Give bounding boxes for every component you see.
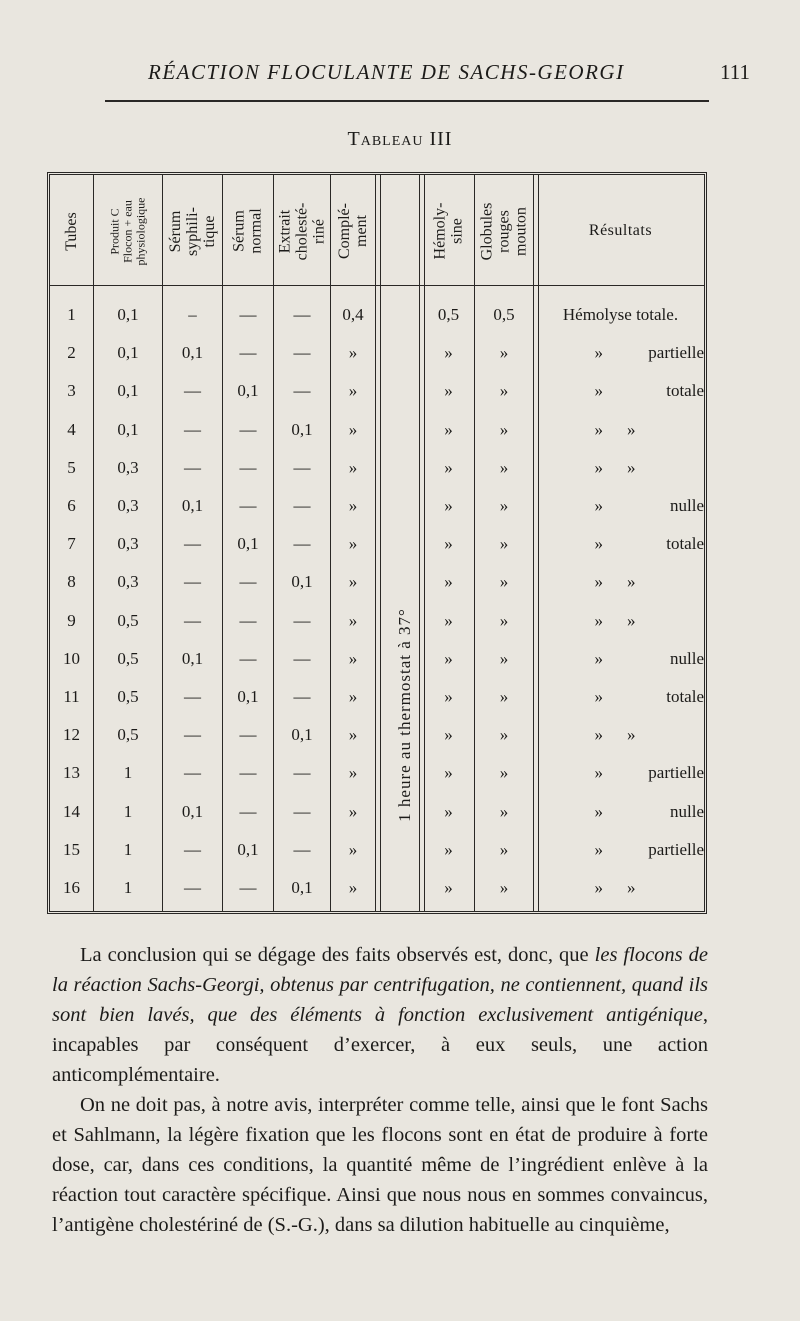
cell-produit: 0,3 [117,496,139,515]
cell-normal: — [239,801,257,821]
cell-glob: » [499,572,509,592]
cell-glob: » [499,610,509,630]
cell-resultat-ditto: » [594,572,603,592]
header-serum-syphilitique-text: Sérum syphili- tique [166,206,218,256]
cell-hemo: » [444,572,453,592]
header-serum-syphilitique [163,179,222,283]
cell-tube: 12 [63,725,80,745]
cell-normal: — [239,763,257,783]
cell-normal: 0,1 [237,839,259,859]
header-globules [475,179,533,283]
cell-normal: 0,1 [237,687,259,706]
cell-compl: » [348,839,358,859]
cell-hemo: » [444,648,453,668]
cell-normal: — [239,878,257,897]
cell-compl: » [348,343,358,363]
cell-compl: » [348,648,358,668]
cell-glob: » [499,457,509,477]
cell-glob: » [499,801,509,821]
cell-glob: » [499,763,509,783]
cell-glob: » [499,343,509,363]
cell-hemo: » [444,457,453,477]
header-tubes [50,179,93,283]
cell-produit: 0,5 [117,648,139,668]
cell-syph: — [184,381,201,401]
cell-tube: 1 [67,305,76,324]
cell-resultat-detail: partielle [648,343,704,363]
cell-hemo: » [444,763,453,783]
page-number: 111 [720,60,750,84]
cell-normal: — [239,343,257,363]
cell-hemo: » [444,419,453,439]
cell-hemo: » [444,725,453,745]
cell-tube: 10 [63,648,80,668]
cell-produit: 0,3 [117,534,139,554]
cell-extrait: 0,1 [291,572,313,592]
cell-extrait: — [293,343,311,363]
cell-syph: — [184,419,201,439]
cell-compl: » [348,725,358,745]
cell-extrait: 0,1 [291,725,313,745]
page-header [40,60,750,90]
cell-extrait: — [293,305,311,324]
cell-hemo: » [444,534,453,554]
header-extrait [274,179,330,283]
paragraph-italic-text: les flocons de la réaction Sachs-Georgi, obtenus par centrifugation, ne contiennent, quand ils sont bien lavés, que des éléments à fonction exclusivement antigénique [52,944,709,1026]
cell-syph: 0,1 [181,343,204,363]
cell-hemo: » [444,610,453,630]
cell-tube: 16 [63,878,80,897]
header-globules-text: Globules rouges mouton [478,202,530,260]
cell-produit: 0,5 [117,610,139,630]
cell-resultat-detail: nulle [670,496,704,515]
cell-tube: 11 [63,687,80,706]
cell-syph: — [184,572,201,592]
cell-glob: 0,5 [493,305,515,324]
header-produit [94,179,162,283]
cell-glob: » [499,725,509,745]
cell-syph: — [184,534,201,554]
cell-produit: 0,5 [117,725,139,745]
cell-extrait: — [293,648,311,668]
cell-resultat-detail: nulle [670,801,704,821]
cell-resultat-ditto: » [594,496,603,515]
cell-compl: » [348,419,358,439]
cell-glob: » [499,839,509,859]
cell-syph: — [184,839,201,859]
cell-extrait: — [293,457,311,477]
cell-resultat-detail: » [627,610,636,630]
cell-resultat-ditto: » [594,725,603,745]
cell-glob: » [499,878,509,897]
cell-glob: » [499,687,509,706]
cell-normal: — [239,572,257,592]
cell-resultat-ditto: » [594,610,603,630]
cell-hemo: 0,5 [437,305,460,324]
cell-glob: » [499,534,509,554]
cell-glob: » [499,496,509,515]
cell-resultat-ditto: » [594,534,603,554]
cell-compl: » [348,496,358,515]
cell-extrait: 0,1 [291,878,313,897]
paragraph-text: , incapables par conséquent d’exercer, à eux seuls, une action anticomplémentaire. [52,1004,708,1086]
cell-resultat-ditto: » [594,343,603,363]
cell-tube: 9 [67,610,76,630]
column-divider [375,175,381,911]
cell-compl: » [348,878,358,897]
header-serum-normal-text: Sérum normal [230,208,265,254]
cell-extrait: — [293,801,311,821]
paragraph-interpretation [52,1090,708,1240]
cell-hemo: » [444,839,453,859]
cell-compl: » [348,763,358,783]
cell-syph: — [184,610,201,630]
cell-produit: 1 [123,763,133,783]
cell-resultat-ditto: » [594,687,603,706]
cell-produit: 0,1 [117,381,139,401]
cell-normal: 0,1 [237,381,259,401]
cell-resultat-detail: » [627,457,636,477]
cell-produit: 0,1 [117,343,139,363]
cell-normal: 0,1 [237,534,259,554]
table-title: Tableau III [347,128,453,150]
cell-tube: 3 [67,381,76,401]
cell-resultat-ditto: » [594,763,603,783]
cell-tube: 14 [63,801,80,821]
header-complement-text: Complé- ment [336,203,370,259]
cell-hemo: » [444,687,453,706]
cell-tube: 5 [67,457,76,477]
cell-tube: 2 [67,343,76,363]
cell-compl: » [348,572,358,592]
cell-hemo: » [444,343,453,363]
cell-resultat-detail: » [627,878,636,897]
cell-resultat-detail: nulle [670,648,704,668]
cell-compl: » [348,687,358,706]
cell-produit: 0,1 [117,419,139,439]
header-produit-text: Produit C Flocon + eau physiologique [107,197,148,265]
cell-resultat-ditto: » [594,878,603,897]
cell-glob: » [499,381,509,401]
paragraph-text: La conclusion qui se dégage des faits observés est, donc, que [80,944,595,966]
cell-hemo: » [444,496,453,515]
cell-hemo: » [444,801,453,821]
cell-syph: — [184,687,201,706]
cell-tube: 6 [67,496,76,515]
cell-normal: — [239,648,257,668]
header-resultats-text: Résultats [588,222,653,239]
cell-syph: — [184,878,201,897]
cell-resultat-detail: » [627,572,636,592]
cell-extrait: 0,1 [291,419,313,439]
header-hemolysine-text: Hémoly- sine [431,202,466,260]
cell-resultat: Hémolyse totale. [562,305,679,324]
header-hemolysine [423,179,474,283]
results-table [47,172,707,914]
cell-resultat-ditto: » [594,457,603,477]
cell-extrait: — [293,839,311,859]
cell-glob: » [499,419,509,439]
cell-resultat-detail: partielle [648,839,704,859]
cell-extrait: — [293,496,311,515]
header-tubes-text: Tubes [62,211,80,251]
incubation-label-text: 1 heure au thermostat à 37° [395,608,414,822]
cell-hemo: » [444,381,453,401]
incubation-label [390,570,420,860]
cell-syph: — [184,763,201,783]
cell-syph: — [184,725,201,745]
cell-tube: 7 [67,534,76,554]
cell-produit: 0,5 [117,687,139,706]
cell-normal: — [239,610,257,630]
cell-syph: – [188,305,197,324]
cell-tube: 15 [63,839,80,859]
cell-tube: 8 [67,572,76,592]
header-rule [105,100,709,102]
paragraph-conclusion [52,940,708,1090]
cell-resultat-detail: totale [666,381,704,401]
cell-normal: — [239,725,257,745]
cell-resultat-ditto: » [594,648,603,668]
cell-hemo: » [444,878,453,897]
cell-tube: 4 [67,419,76,439]
cell-extrait: — [293,687,311,706]
cell-syph: 0,1 [181,801,204,821]
cell-resultat-ditto: » [594,381,603,401]
cell-glob: » [499,648,509,668]
cell-resultat-ditto: » [594,801,603,821]
paragraph-text: On ne doit pas, à notre avis, interpréter comme telle, ainsi que le font Sachs et Sahlmann, la légère fixation que les flocons sont en état de produire à forte dose, car, dans ces conditions, la quantité même de l’ingrédient enlève à la réaction tout caractère spécifique. Ainsi que nous nous en sommes convaincus, l’antigène cholestériné de (S.-G.), dans sa dilution habituelle au cinquième, [52,1094,708,1236]
cell-produit: 1 [123,878,133,897]
cell-normal: — [239,419,257,439]
cell-resultat-ditto: » [594,419,603,439]
cell-resultat-detail: partielle [648,763,704,783]
cell-resultat-detail: totale [666,534,704,554]
cell-compl: » [348,534,358,554]
cell-normal: — [239,496,257,515]
cell-extrait: — [293,763,311,783]
cell-syph: 0,1 [181,648,204,668]
cell-resultat-detail: totale [666,687,704,706]
cell-resultat-ditto: » [594,839,603,859]
cell-compl: 0,4 [342,305,364,324]
cell-resultat-detail: » [627,419,636,439]
cell-produit: 1 [123,801,133,821]
cell-syph: 0,1 [181,496,204,515]
cell-normal: — [239,305,257,324]
running-title: RÉACTION FLOCULANTE DE SACHS-GEORGI [148,60,625,84]
cell-produit: 1 [123,839,133,859]
cell-compl: » [348,457,358,477]
cell-compl: » [348,801,358,821]
cell-produit: 0,3 [117,572,139,592]
header-extrait-text: Extrait cholesté- riné [276,202,328,260]
header-serum-normal [223,179,273,283]
cell-syph: — [184,457,201,477]
cell-produit: 0,1 [117,305,139,324]
cell-produit: 0,3 [117,457,139,477]
cell-tube: 13 [63,763,80,783]
cell-extrait: — [293,610,311,630]
cell-resultat-detail: » [627,725,636,745]
cell-extrait: — [293,534,311,554]
cell-compl: » [348,610,358,630]
cell-extrait: — [293,381,311,401]
header-resultats [537,179,704,283]
cell-normal: — [239,457,257,477]
cell-compl: » [348,381,358,401]
header-complement [331,179,375,283]
